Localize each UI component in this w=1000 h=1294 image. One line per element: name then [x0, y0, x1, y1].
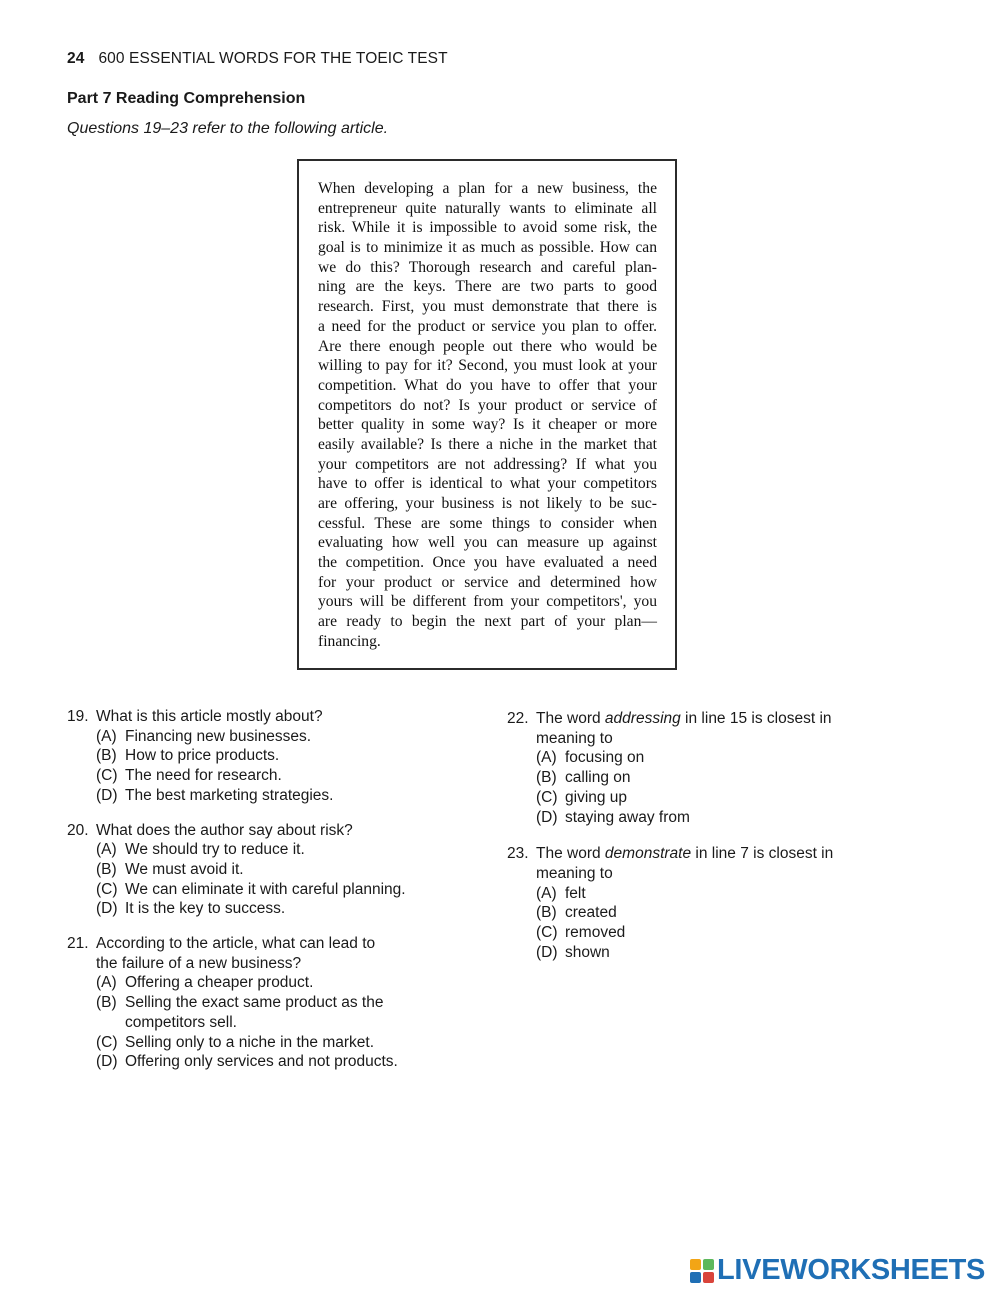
answer-option-c[interactable]: (C) The need for research.	[96, 767, 282, 785]
answer-option-d[interactable]: (D) It is the key to success.	[96, 900, 286, 918]
article-line: entrepreneur quite naturally wants to eliminate all	[318, 199, 657, 217]
answer-option-d[interactable]: (D) Offering only services and not products.	[96, 1053, 398, 1071]
question-stem: The word addressing in line 15 is closest in meaning to	[536, 710, 832, 747]
answer-option-b[interactable]: (B) created	[536, 904, 617, 922]
logo-square	[690, 1272, 701, 1283]
question-stem: What does the author say about risk?	[96, 821, 353, 839]
answer-option-d[interactable]: (D) shown	[536, 943, 610, 961]
questions-left-column	[67, 707, 467, 1087]
question-number: 19.	[67, 708, 89, 725]
question-stem: What is this article mostly about?	[96, 708, 323, 725]
article-line: your competitors are not addressing? If what you	[318, 455, 657, 473]
keyword: addressing	[604, 710, 681, 727]
question-21	[67, 934, 467, 1072]
answer-option-a[interactable]: (A) felt	[536, 884, 586, 902]
logo-square	[703, 1259, 714, 1270]
article-line: ning are the keys. There are two parts to good	[318, 278, 657, 296]
running-head	[67, 50, 448, 68]
question-stem: The word demonstrate in line 7 is closest in meaning to	[536, 845, 834, 882]
answer-option-c[interactable]: (C) removed	[536, 924, 626, 942]
article-line: have to offer is identical to what your competitors	[318, 475, 657, 493]
page-number: 24	[67, 50, 85, 67]
questions-right-column	[507, 709, 887, 977]
article-line: cessful. These are some things to consider when	[318, 514, 657, 532]
answer-option-b[interactable]: (B) calling on	[536, 769, 631, 787]
article-line: we do this? Thorough research and careful plan-	[318, 258, 657, 276]
article-line: better quality in some way? Is it cheaper or more	[318, 416, 657, 434]
logo-square	[690, 1259, 701, 1270]
logo-square	[703, 1272, 714, 1283]
answer-option-c[interactable]: (C) Selling only to a niche in the market.	[96, 1033, 374, 1051]
question-stem: According to the article, what can lead to the failure of a new business?	[96, 935, 376, 972]
article-line: are offering, your business is not likely to be suc-	[318, 495, 657, 512]
article-line: Are there enough people out there who would be	[318, 337, 657, 355]
article-line: financing.	[318, 632, 381, 650]
article-line: When developing a plan for a new business, the	[318, 180, 657, 197]
keyword: demonstrate	[604, 845, 692, 863]
answer-option-b[interactable]: (B) How to price products.	[96, 747, 280, 765]
answer-option-c[interactable]: (C) giving up	[536, 788, 628, 806]
answer-option-a[interactable]: (A) focusing on	[536, 749, 645, 767]
question-23	[507, 844, 887, 962]
question-19	[67, 707, 467, 806]
answer-option-b[interactable]: (B) We must avoid it.	[96, 860, 244, 878]
question-number: 22.	[507, 710, 529, 727]
section-title: Part 7 Reading Comprehension	[67, 90, 306, 107]
answer-option-d[interactable]: (D) staying away from	[536, 808, 690, 826]
article-line: the competition. Once you have evaluated a need	[318, 554, 657, 572]
article-line: competitors do not? Is your product or service of	[318, 396, 657, 414]
question-20	[67, 821, 467, 920]
article-line: competition. What do you have to offer that your	[318, 376, 657, 394]
article-line: risk. While it is impossible to avoid some risk, the	[318, 219, 657, 237]
article-line: are ready to begin the next part of your plan—	[318, 613, 657, 631]
answer-option-b[interactable]: (B) Selling the exact same product as the competitors sell.	[96, 994, 384, 1031]
article-line: for your product or service and determined how	[318, 573, 657, 591]
article-line: research. First, you must demonstrate that there is	[318, 298, 657, 316]
article-box	[297, 159, 677, 670]
article-line: evaluating how well you can measure up against	[318, 534, 657, 552]
answer-option-a[interactable]: (A) Financing new businesses.	[96, 727, 312, 745]
article-line: easily available? Is there a niche in the market that	[318, 435, 657, 453]
question-number: 21.	[67, 935, 89, 953]
liveworksheets-logo-icon	[690, 1259, 714, 1283]
liveworksheets-watermark[interactable]	[690, 1254, 985, 1287]
section-instructions: Questions 19–23 refer to the following article.	[67, 120, 389, 137]
answer-option-a[interactable]: (A) We should try to reduce it.	[96, 841, 305, 859]
article-line: willing to pay for it? Second, you must look at your	[318, 357, 657, 375]
article-line: a need for the product or service you plan to offer.	[318, 317, 657, 335]
article-line: goal is to minimize it as much as possible. How can	[318, 239, 657, 257]
book-title: 600 ESSENTIAL WORDS FOR THE TOEIC TEST	[98, 50, 448, 67]
question-22	[507, 709, 887, 827]
watermark-text: LIVEWORKSHEETS	[717, 1254, 986, 1286]
question-number: 20.	[67, 821, 89, 839]
answer-option-c[interactable]: (C) We can eliminate it with careful planning.	[96, 880, 406, 898]
question-number: 23.	[507, 845, 529, 863]
article-line: yours will be different from your competitors', you	[318, 593, 657, 611]
answer-option-d[interactable]: (D) The best marketing strategies.	[96, 786, 334, 804]
answer-option-a[interactable]: (A) Offering a cheaper product.	[96, 974, 314, 992]
